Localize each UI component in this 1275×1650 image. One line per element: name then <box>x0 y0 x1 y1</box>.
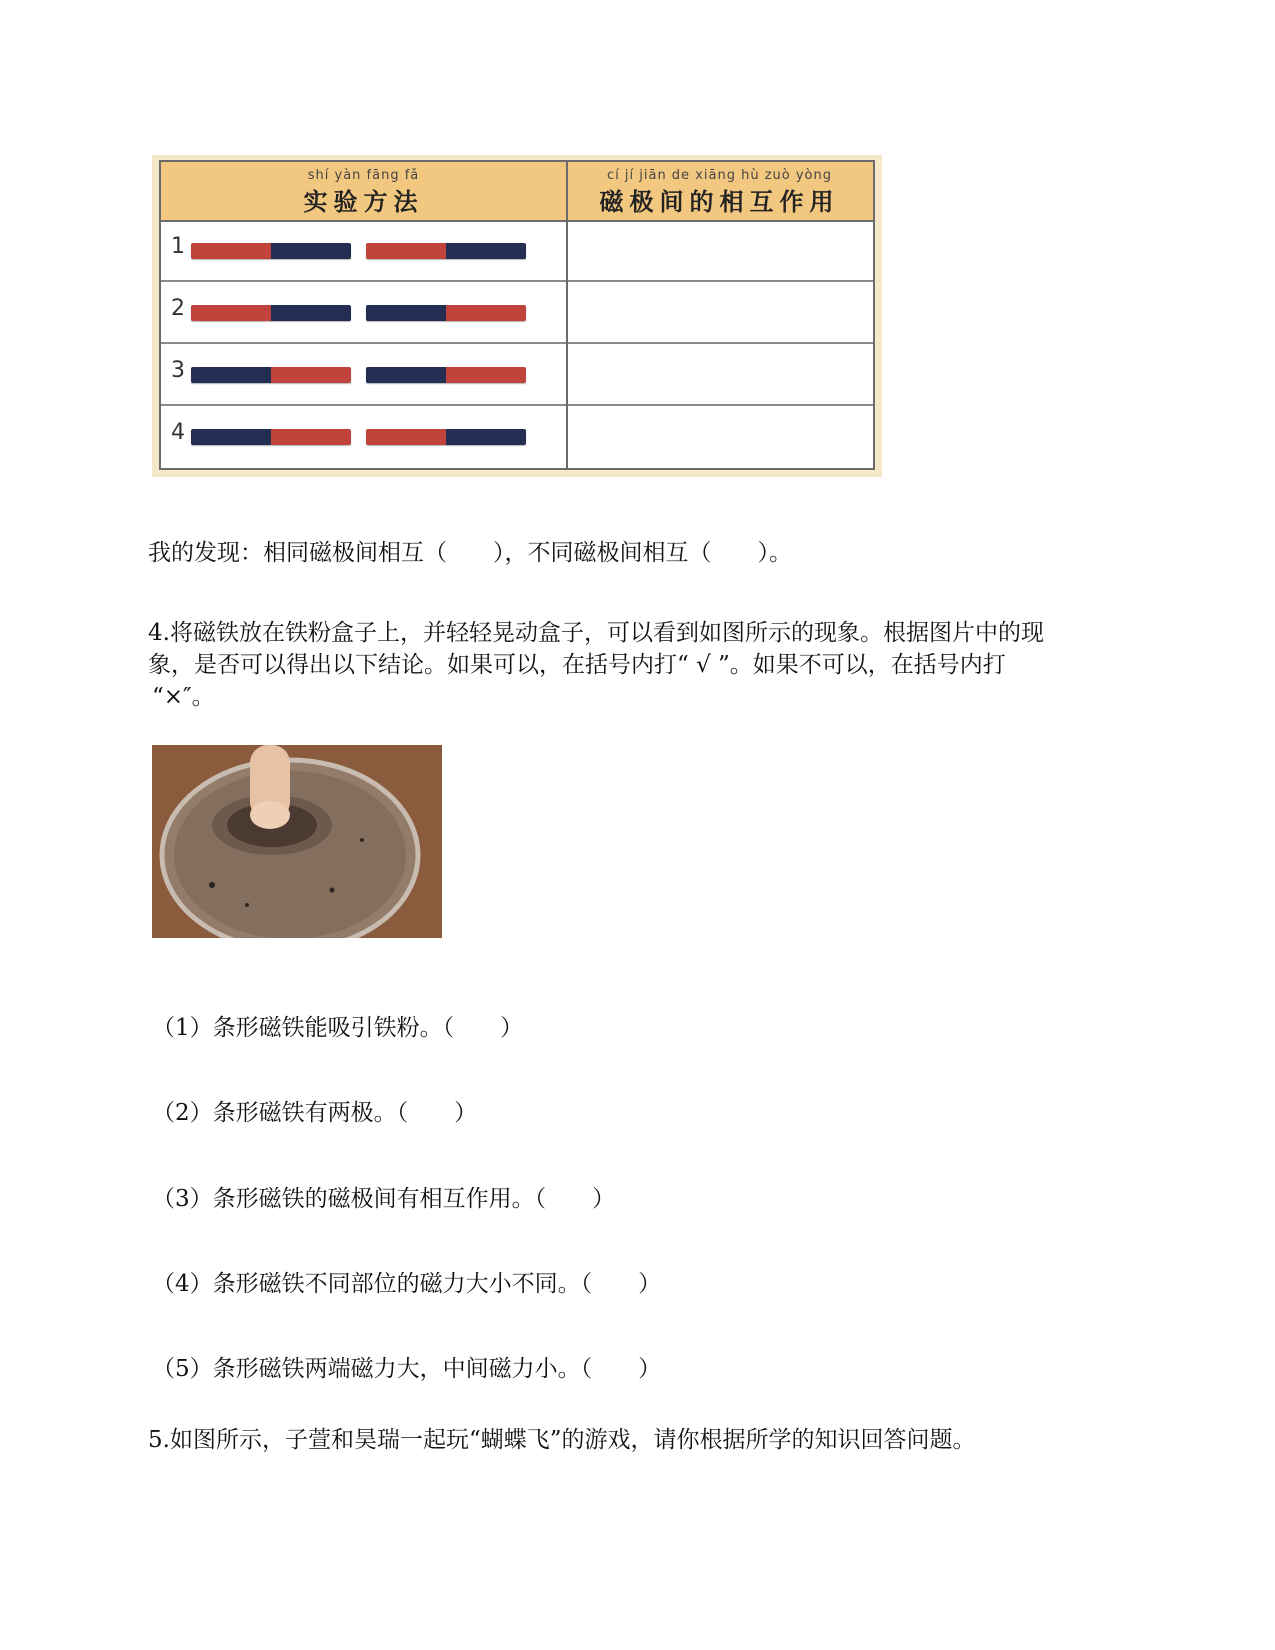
table-row <box>161 282 873 344</box>
header-interaction-label: 磁极间的相互作用 <box>599 187 840 216</box>
row-number: 2 <box>171 296 185 321</box>
q4-item-2: （2）条形磁铁有两极。（ ） <box>152 1100 478 1126</box>
q4-line-2: 象，是否可以得出以下结论。如果可以，在括号内打“ √ ”。如果不可以，在括号内打 <box>148 652 1006 678</box>
finding-text: 我的发现：相同磁极间相互（ ），不同磁极间相互（ ）。 <box>148 540 792 566</box>
table-row <box>161 406 873 468</box>
q4-line-1: 4.将磁铁放在铁粉盒子上，并轻轻晃动盒子，可以看到如图所示的现象。根据图片中的现 <box>148 620 1044 646</box>
header-method-label: 实验方法 <box>303 187 424 216</box>
header-method <box>161 162 566 222</box>
q4-item-1: （1）条形磁铁能吸引铁粉。（ ） <box>152 1015 524 1041</box>
q4-line-3: “×″。 <box>152 684 215 710</box>
header-interaction-pinyin: cí jí jiān de xiāng hù zuò yòng <box>607 168 832 183</box>
bar-magnet-right <box>366 367 526 383</box>
bar-magnet-right <box>366 243 526 259</box>
bar-magnet-left <box>191 305 351 321</box>
table-row <box>161 220 873 282</box>
q4-item-5: （5）条形磁铁两端磁力大，中间磁力小。（ ） <box>152 1356 662 1382</box>
q4-item-4: （4）条形磁铁不同部位的磁力大小不同。（ ） <box>152 1271 662 1297</box>
bar-magnet-right <box>366 305 526 321</box>
bar-magnet-left <box>191 429 351 445</box>
photo-illustration <box>152 745 442 938</box>
magnet-experiment-table <box>152 155 882 477</box>
table-grid <box>159 160 875 470</box>
bar-magnet-right <box>366 429 526 445</box>
q5-line-1: 5.如图所示，子萱和昊瑞一起玩“蝴蝶飞”的游戏，请你根据所学的知识回答问题。 <box>148 1427 976 1453</box>
header-interaction <box>566 162 873 222</box>
bar-magnet-left <box>191 243 351 259</box>
row-number: 1 <box>171 234 185 259</box>
iron-filings-photo <box>152 745 442 938</box>
q4-item-3: （3）条形磁铁的磁极间有相互作用。（ ） <box>152 1186 616 1212</box>
bar-magnet-left <box>191 367 351 383</box>
row-number: 3 <box>171 358 185 383</box>
row-number: 4 <box>171 420 185 445</box>
table-row <box>161 344 873 406</box>
column-divider <box>566 162 568 468</box>
header-method-pinyin: shí yàn fāng fǎ <box>307 168 420 183</box>
